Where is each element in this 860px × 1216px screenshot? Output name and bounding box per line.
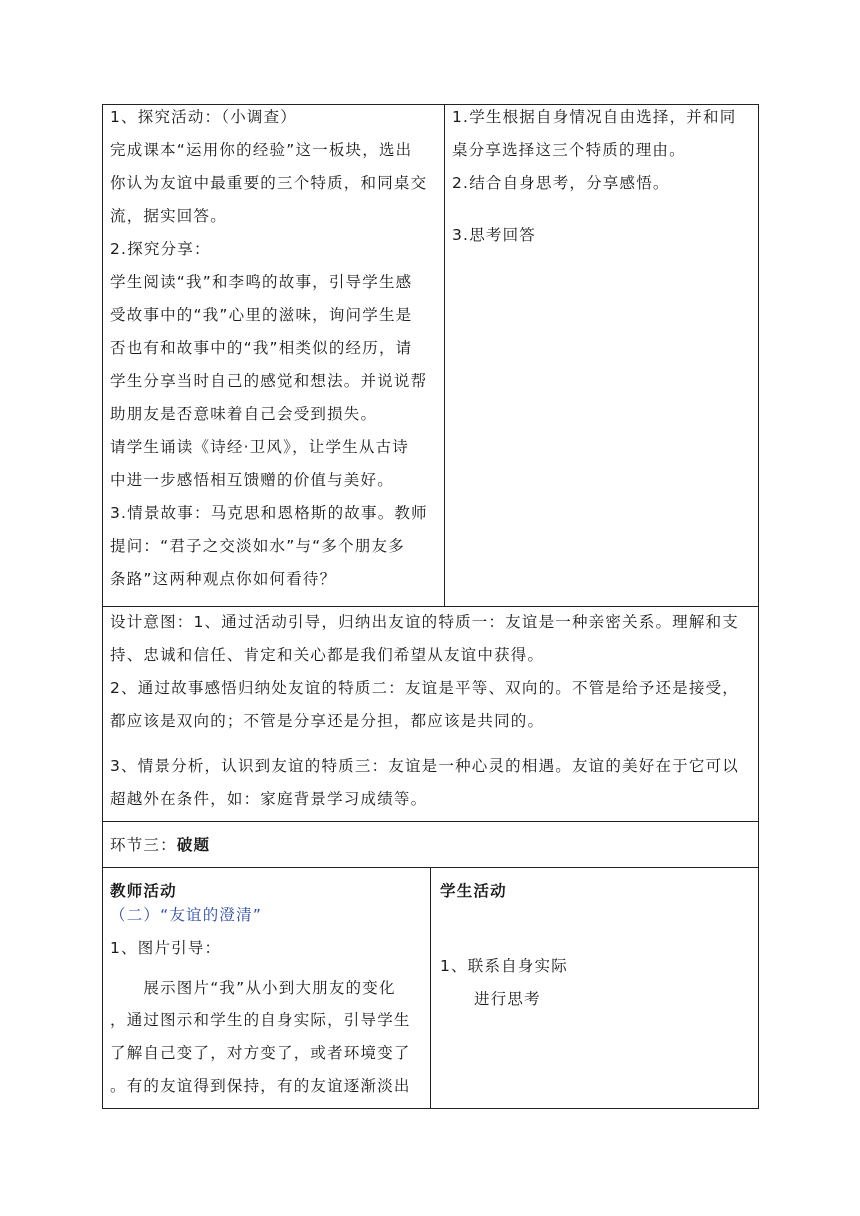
- section-title: 破题: [176, 836, 211, 854]
- teacher-activity-header: 教师活动: [110, 882, 177, 900]
- text-line: 桌分享选择这三个特质的理由。: [452, 141, 686, 159]
- text-line: 完成课本“运用你的经验”这一板块，选出: [110, 141, 413, 159]
- section-heading: [110, 831, 210, 859]
- section-prefix: 环节三：: [110, 836, 177, 854]
- teacher-activity-cell: [110, 101, 442, 596]
- text-line: 受故事中的“我”心里的滋味，询问学生是: [110, 306, 413, 324]
- text-line: 超越外在条件，如：家庭背景学习成绩等。: [110, 790, 428, 808]
- text-line: 流，据实回答。: [110, 207, 227, 225]
- text-line: 否也有和故事中的“我”相类似的经历，请: [110, 339, 413, 357]
- text-line: 1、探究活动：（小调查）: [110, 108, 298, 126]
- text-line: 进行思考: [474, 990, 541, 1008]
- text-line: ，通过图示和学生的自身实际，引导学生: [110, 1011, 411, 1029]
- student-activity-cell: [452, 101, 757, 252]
- text-line: 你认为友谊中最重要的三个特质，和同桌交: [110, 174, 428, 192]
- design-intent-text: [110, 606, 758, 816]
- text-line: 学生分享当时自己的感觉和想法。并说说帮: [110, 372, 428, 390]
- text-line: 提问：“君子之交淡如水”与“多个朋友多: [110, 537, 405, 555]
- text-line: 2.探究分享：: [110, 240, 211, 258]
- text-line: 3.情景故事：马克思和恩格斯的故事。教师: [110, 504, 428, 522]
- text-line: 了解自己变了，对方变了，或者环境变了: [110, 1044, 411, 1062]
- column-divider: [430, 867, 431, 1109]
- text-line: 请学生诵读《诗经·卫风》，让学生从古诗: [110, 438, 409, 456]
- text-line: 持、忠诚和信任、肯定和关心都是我们希望从友谊中获得。: [110, 646, 545, 664]
- text-line: 1、联系自身实际: [440, 957, 568, 975]
- text-line: 学生阅读“我”和李鸣的故事，引导学生感: [110, 273, 413, 291]
- text-line: 都应该是双向的；不管是分享还是分担，都应该是共同的。: [110, 712, 545, 730]
- column-divider: [444, 104, 445, 607]
- text-line: 中进一步感悟相互馈赠的价值与美好。: [110, 471, 394, 489]
- text-line: 3.思考回答: [452, 226, 536, 244]
- text-line: 条路”这两种观点你如何看待？: [110, 570, 337, 588]
- teacher-activities-cell: [110, 878, 428, 1103]
- text-line: 助朋友是否意味着自己会受到损失。: [110, 405, 378, 423]
- text-line: 设计意图：1、通过活动引导，归纳出友谊的特质一：友谊是一种亲密关系。理解和支: [110, 613, 739, 631]
- student-activities-cell: [440, 878, 756, 1016]
- text-line: 1.学生根据自身情况自由选择，并和同: [452, 108, 737, 126]
- text-line: 1、图片引导：: [110, 939, 222, 957]
- text-line: 展示图片“我”从小到大朋友的变化: [110, 979, 396, 997]
- text-line: 。有的友谊得到保持，有的友谊逐渐淡出: [110, 1077, 411, 1095]
- text-line: 2、通过故事感悟归纳处友谊的特质二：友谊是平等、双向的。不管是给予还是接受，: [110, 679, 739, 697]
- lesson-subtitle: （二）“友谊的澄清”: [110, 906, 263, 924]
- student-activity-header: 学生活动: [440, 882, 507, 900]
- text-line: 3、情景分析，认识到友谊的特质三：友谊是一种心灵的相遇。友谊的美好在于它可以: [110, 757, 739, 775]
- text-line: 2.结合自身思考，分享感悟。: [452, 174, 670, 192]
